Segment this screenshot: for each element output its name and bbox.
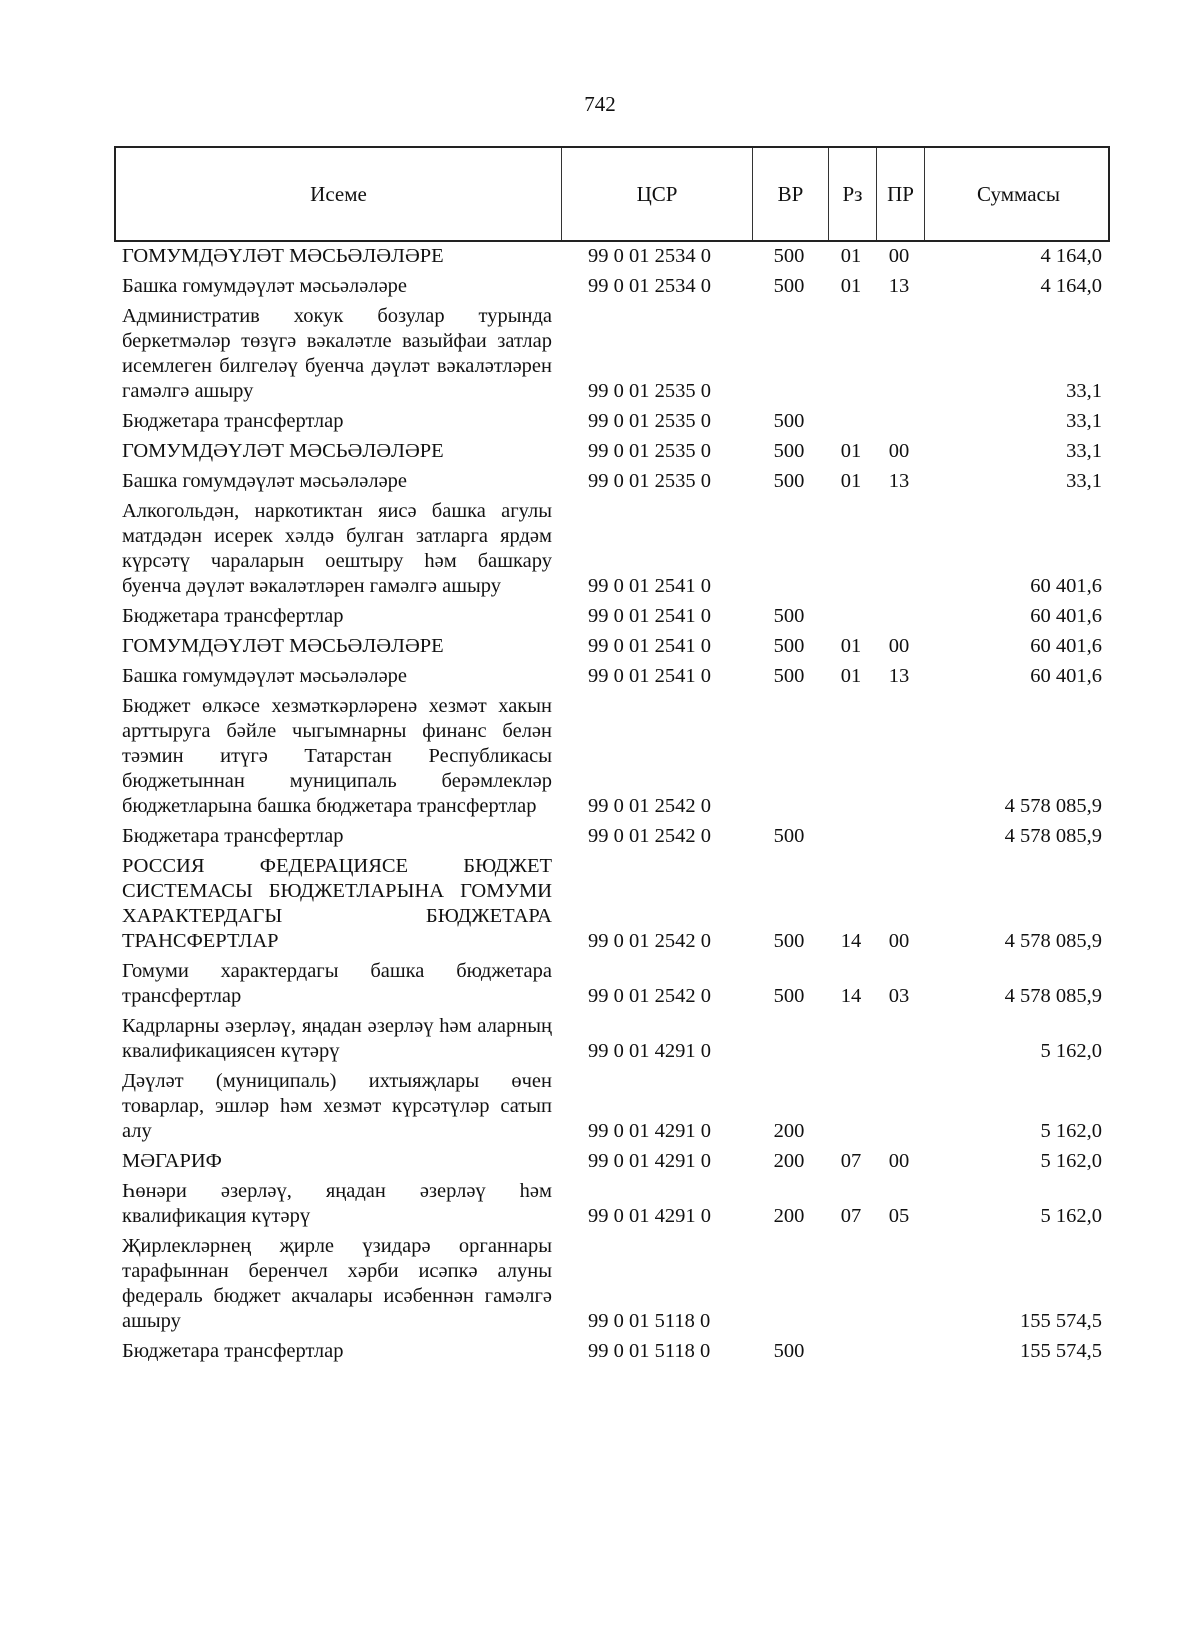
row-vr: 500 <box>773 930 805 952</box>
row-pr: 00 <box>888 245 910 267</box>
row-rz: 14 <box>840 985 862 1007</box>
table-row <box>114 634 1110 659</box>
row-vr: 500 <box>773 1340 805 1362</box>
row-csr: 99 0 01 5118 0 <box>588 1340 711 1362</box>
header-vr: ВР <box>753 148 829 240</box>
row-pr: 05 <box>888 1205 910 1227</box>
row-pr: 13 <box>888 665 910 687</box>
table-row <box>114 1014 1110 1064</box>
row-sum: 5 162,0 <box>1040 1040 1102 1062</box>
row-sum: 33,1 <box>1066 380 1102 402</box>
row-csr: 99 0 01 4291 0 <box>588 1150 711 1172</box>
row-name: Дәүләт (муниципаль) ихтыяҗлары өчен товарлар, эшләр һәм хезмәт күрсәтүләр сатып алу <box>122 1070 552 1142</box>
row-vr: 200 <box>773 1205 805 1227</box>
table-header <box>114 146 1110 242</box>
header-sum: Суммасы <box>977 181 1060 206</box>
table-row <box>114 1179 1110 1229</box>
row-name: ГОМУМДӘҮЛӘТ МӘСЬӘЛӘЛӘРЕ <box>122 245 444 267</box>
row-csr: 99 0 01 4291 0 <box>588 1120 711 1142</box>
table-row <box>114 469 1110 494</box>
header-csr: ЦСР <box>562 148 753 240</box>
row-sum: 4 164,0 <box>1040 245 1102 267</box>
row-vr: 500 <box>773 635 805 657</box>
row-vr: 500 <box>773 470 805 492</box>
row-csr: 99 0 01 2534 0 <box>588 275 711 297</box>
table-row <box>114 499 1110 599</box>
row-csr: 99 0 01 2542 0 <box>588 930 711 952</box>
row-vr: 200 <box>773 1120 805 1142</box>
row-vr: 500 <box>773 440 805 462</box>
header-rz: Рз <box>829 148 877 240</box>
row-name: Бюджет өлкәсе хезмәткәрләренә хезмәт хакын арттыруга бәйле чыгымнарны финанс белән тәэмин итүгә Татарстан Республикасы бюджетыннан муниципаль берәмлекләр бюджетларына башка бюджетара трансфертлар <box>122 695 552 817</box>
row-pr: 13 <box>888 470 910 492</box>
row-sum: 60 401,6 <box>1030 575 1102 597</box>
table-row <box>114 439 1110 464</box>
row-rz: 01 <box>840 245 862 267</box>
row-vr: 200 <box>773 1150 805 1172</box>
row-sum: 33,1 <box>1066 470 1102 492</box>
table-row <box>114 854 1110 954</box>
row-rz: 01 <box>840 275 862 297</box>
row-sum: 4 164,0 <box>1040 275 1102 297</box>
row-name: Һөнәри әзерләү, яңадан әзерләү һәм квалификация күтәрү <box>122 1180 552 1227</box>
table-body <box>114 244 1110 1364</box>
row-sum: 155 574,5 <box>1020 1340 1102 1362</box>
header-name: Исеме <box>116 148 562 240</box>
table-row <box>114 959 1110 1009</box>
budget-table <box>114 146 1110 1369</box>
row-name: ГОМУМДӘҮЛӘТ МӘСЬӘЛӘЛӘРЕ <box>122 440 444 462</box>
row-vr: 500 <box>773 605 805 627</box>
row-rz: 01 <box>840 440 862 462</box>
table-row <box>114 1069 1110 1144</box>
row-vr: 500 <box>773 825 805 847</box>
table-row <box>114 1149 1110 1174</box>
row-csr: 99 0 01 2534 0 <box>588 245 711 267</box>
row-sum: 4 578 085,9 <box>1004 825 1102 847</box>
row-sum: 5 162,0 <box>1040 1205 1102 1227</box>
row-name: Бюджетара трансфертлар <box>122 825 344 847</box>
row-vr: 500 <box>773 275 805 297</box>
row-csr: 99 0 01 2541 0 <box>588 605 711 627</box>
row-sum: 33,1 <box>1066 440 1102 462</box>
row-name: МӘГАРИФ <box>122 1150 222 1172</box>
row-pr: 00 <box>888 1150 910 1172</box>
table-row <box>114 694 1110 819</box>
row-sum: 33,1 <box>1066 410 1102 432</box>
row-pr: 03 <box>888 985 910 1007</box>
row-csr: 99 0 01 5118 0 <box>588 1310 711 1332</box>
row-rz: 14 <box>840 930 862 952</box>
header-pr: ПР <box>877 148 925 240</box>
row-sum: 4 578 085,9 <box>1004 930 1102 952</box>
row-rz: 01 <box>840 470 862 492</box>
row-vr: 500 <box>773 665 805 687</box>
row-name: Бюджетара трансфертлар <box>122 605 344 627</box>
row-vr: 500 <box>773 245 805 267</box>
row-name: Бюджетара трансфертлар <box>122 1340 344 1362</box>
row-sum: 60 401,6 <box>1030 665 1102 687</box>
row-pr: 13 <box>888 275 910 297</box>
row-rz: 07 <box>840 1150 862 1172</box>
table-row <box>114 274 1110 299</box>
row-name: Башка гомумдәүләт мәсьәләләре <box>122 275 408 297</box>
row-csr: 99 0 01 2542 0 <box>588 795 711 817</box>
table-row <box>114 604 1110 629</box>
row-csr: 99 0 01 2541 0 <box>588 665 711 687</box>
row-name: Алкогольдән, наркотиктан яисә башка агулы матдәдән исерек хәлдә булган затларга ярдәм күрсәтү чараларын оештыру һәм башкару буенча дәүләт вәкаләтләрен гамәлгә ашыру <box>122 500 552 597</box>
row-sum: 4 578 085,9 <box>1004 795 1102 817</box>
table-row <box>114 304 1110 404</box>
row-csr: 99 0 01 4291 0 <box>588 1040 711 1062</box>
row-pr: 00 <box>888 440 910 462</box>
table-row <box>114 664 1110 689</box>
row-sum: 60 401,6 <box>1030 605 1102 627</box>
row-rz: 01 <box>840 665 862 687</box>
row-sum: 4 578 085,9 <box>1004 985 1102 1007</box>
row-csr: 99 0 01 2542 0 <box>588 825 711 847</box>
row-pr: 00 <box>888 930 910 952</box>
row-csr: 99 0 01 2535 0 <box>588 380 711 402</box>
row-sum: 5 162,0 <box>1040 1150 1102 1172</box>
row-name: РОССИЯ ФЕДЕРАЦИЯСЕ БЮДЖЕТ СИСТЕМАСЫ БЮДЖЕТЛАРЫНА ГОМУМИ ХАРАКТЕРДАГЫ БЮДЖЕТАРА ТРАНСФЕРТЛАР <box>122 855 552 952</box>
table-row <box>114 1234 1110 1334</box>
row-name: Бюджетара трансфертлар <box>122 410 344 432</box>
row-name: Башка гомумдәүләт мәсьәләләре <box>122 665 408 687</box>
row-csr: 99 0 01 2535 0 <box>588 470 711 492</box>
row-vr: 500 <box>773 410 805 432</box>
row-pr: 00 <box>888 635 910 657</box>
row-sum: 5 162,0 <box>1040 1120 1102 1142</box>
row-csr: 99 0 01 4291 0 <box>588 1205 711 1227</box>
row-name: Кадрларны әзерләү, яңадан әзерләү һәм аларның квалификациясен күтәрү <box>122 1015 552 1062</box>
table-row <box>114 244 1110 269</box>
row-rz: 07 <box>840 1205 862 1227</box>
row-sum: 155 574,5 <box>1020 1310 1102 1332</box>
page-number: 742 <box>584 92 616 116</box>
row-csr: 99 0 01 2535 0 <box>588 410 711 432</box>
row-csr: 99 0 01 2542 0 <box>588 985 711 1007</box>
row-vr: 500 <box>773 985 805 1007</box>
table-row <box>114 824 1110 849</box>
row-name: Административ хокук бозулар турында беркетмәләр төзүгә вәкаләтле вазыйфаи затлар исемлеген билгеләү буенча дәүләт вәкаләтләрен гамәлгә ашыру <box>122 305 552 402</box>
table-row <box>114 409 1110 434</box>
row-name: Гомуми характердагы башка бюджетара трансфертлар <box>122 960 552 1007</box>
row-name: ГОМУМДӘҮЛӘТ МӘСЬӘЛӘЛӘРЕ <box>122 635 444 657</box>
row-csr: 99 0 01 2541 0 <box>588 575 711 597</box>
row-csr: 99 0 01 2541 0 <box>588 635 711 657</box>
row-sum: 60 401,6 <box>1030 635 1102 657</box>
row-rz: 01 <box>840 635 862 657</box>
table-row <box>114 1339 1110 1364</box>
row-name: Башка гомумдәүләт мәсьәләләре <box>122 470 408 492</box>
row-csr: 99 0 01 2535 0 <box>588 440 711 462</box>
row-name: Җирлекләрнең җирле үзидарә органнары тарафыннан беренчел хәрби исәпкә алуны федераль бюджет акчалары исәбеннән гамәлгә ашыру <box>122 1235 552 1332</box>
